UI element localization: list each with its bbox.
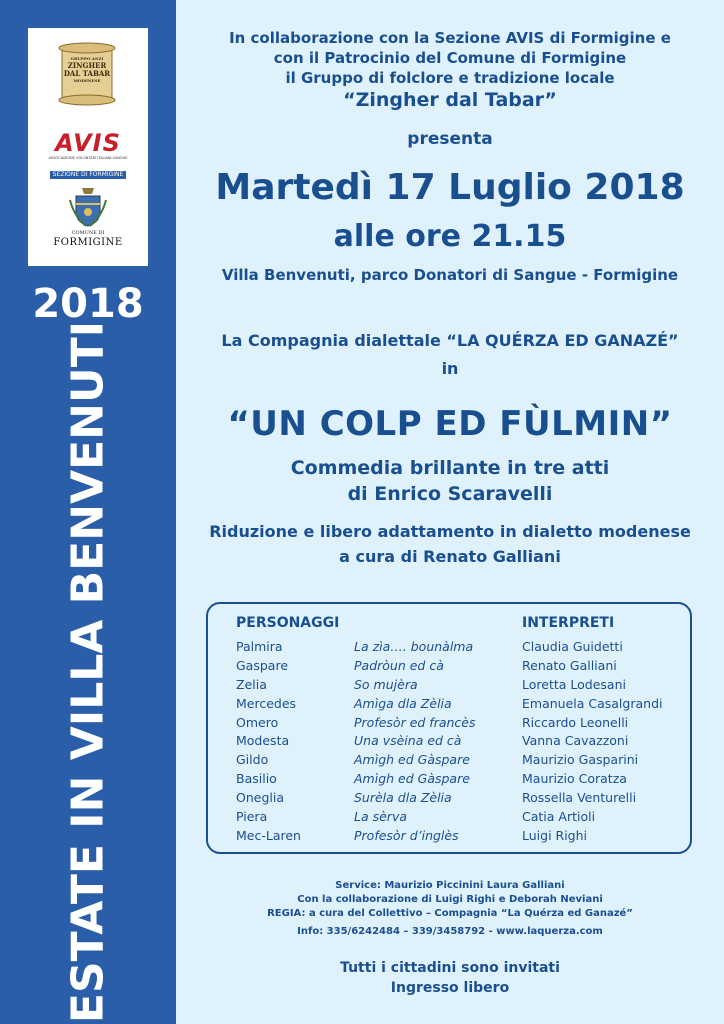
cast-row [208,827,690,846]
cast-role: Profesòr d’inglès [354,827,459,843]
cast-character: Basilio [236,771,277,787]
cast-actor: Renato Galliani [522,657,617,673]
free-entry-line: Ingresso libero [390,980,510,996]
cast-character: Omero [236,714,279,730]
cast-row [208,695,690,714]
cast-actor: Claudia Guidetti [522,639,623,654]
cast-role: Profesòr ed francès [354,714,476,730]
cast-actor: Vanna Cavazzoni [522,733,629,749]
cast-role: Una vsèina ed cà [354,733,462,749]
main-content [176,0,724,1024]
intro-line-3: il Gruppo di folclore e tradizione locale [285,69,615,87]
scroll-line-1: GRUPPO ANZI [70,56,104,61]
cast-character: Gaspare [236,657,289,673]
scroll-line-3: DAL TABAR [63,69,111,78]
cast-role: La sèrva [354,809,407,825]
play-title: “UN COLP ED FÙLMIN” [227,404,673,444]
credits-regia: REGIA: a cura del Collettivo – Compagnia “La Quérza ed Ganazé” [267,908,633,919]
reduction-line-1: Riduzione e libero adattamento in dialetto modenese [209,522,691,541]
cast-actor: Riccardo Leonelli [522,714,629,730]
cast-row [208,789,690,808]
sidebar-year: 2018 [32,281,144,327]
cast-row [208,732,690,751]
play-subtitle-genre: Commedia brillante in tre atti [290,457,610,479]
cast-row [208,808,690,827]
intro-line-2: con il Patrocinio del Comune di Formigine [273,49,627,67]
invite-line: Tutti i cittadini sono invitati [340,960,560,976]
event-venue: Villa Benvenuti, parco Donatori di Sangue - Formigine [221,266,679,284]
avis-logo [36,129,140,178]
avis-section: SEZIONE DI FORMIGINE [50,171,127,179]
cast-role: La zìa…. bounàlma [354,639,474,654]
event-date: Martedì 17 Luglio 2018 [215,167,685,208]
cast-character: Zelia [236,676,267,692]
cast-actor: Luigi Righi [522,827,588,843]
cast-character: Mec-Laren [236,827,301,843]
sponsor-logos-box [28,28,148,266]
credits-info: Info: 335/6242484 – 339/3458792 - www.laquerza.com [297,926,603,937]
in-word: in [441,359,459,378]
avis-word: AVIS [55,129,121,157]
cast-role: Amìga dla Zèlia [354,695,452,711]
cast-actor: Rossella Venturelli [522,790,637,806]
cast-heading-characters: PERSONAGGI [236,615,340,631]
cast-row [208,676,690,695]
cast-role: Amìgh ed Gàspare [354,771,470,787]
cast-character: Oneglia [236,790,284,806]
cast-actor: Catia Artioli [522,809,596,825]
group-name: “Zingher dal Tabar” [343,89,557,111]
cast-box [206,602,692,854]
intro-line-1: In collaborazione con la Sezione AVIS di Formigine e [229,29,671,47]
cast-row [208,657,690,676]
cast-character: Piera [236,809,268,825]
credits-collaboration: Con la collaborazione di Luigi Righi e Deborah Neviani [297,894,603,905]
cast-row [208,714,690,733]
scroll-line-2: ZINGHER [67,61,107,70]
comune-logo [36,186,140,249]
coat-of-arms-icon [68,186,108,228]
cast-row [208,751,690,770]
comune-name: FORMIGINE [53,237,123,248]
cast-character: Modesta [236,733,290,749]
vertical-event-title: ESTATE IN VILLA BENVENUTI [62,320,114,1024]
comune-di-label: COMUNE DI [71,230,105,236]
credits-service: Service: Maurizio Piccinini Laura Galliani [335,880,565,891]
scroll-line-4: MODENESE [73,78,101,83]
zingher-scroll-logo [56,42,118,106]
cast-row [208,638,690,657]
cast-role: So mujèra [354,676,418,692]
company-line: La Compagnia dialettale “LA QUÉRZA ED GANAZÉ” [221,331,679,350]
cast-actor: Emanuela Casalgrandi [522,695,663,711]
sidebar-panel [0,0,176,1024]
cast-character: Gildo [236,752,269,768]
cast-list [208,638,690,846]
cast-character: Mercedes [236,695,297,711]
cast-actor: Loretta Lodesani [522,676,626,692]
cast-actor: Maurizio Gasparini [522,752,639,768]
intro-text [176,28,724,88]
cast-role: Padròun ed cà [354,657,444,673]
event-time: alle ore 21.15 [333,219,567,254]
avis-subtitle: ASSOCIAZIONE VOLONTARI ITALIANI SANGUE [48,156,128,160]
play-subtitle-author: di Enrico Scaravelli [347,483,553,505]
cast-actor: Maurizio Coratza [522,771,627,787]
cast-role: Surèla dla Zèlia [354,790,452,806]
cast-heading-actors: INTERPRETI [522,615,615,631]
cast-character: Palmira [236,639,283,654]
reduction-line-2: a cura di Renato Galliani [339,547,561,566]
cast-role: Amìgh ed Gàspare [354,752,470,768]
cast-row [208,770,690,789]
presenta-label: presenta [407,129,493,149]
